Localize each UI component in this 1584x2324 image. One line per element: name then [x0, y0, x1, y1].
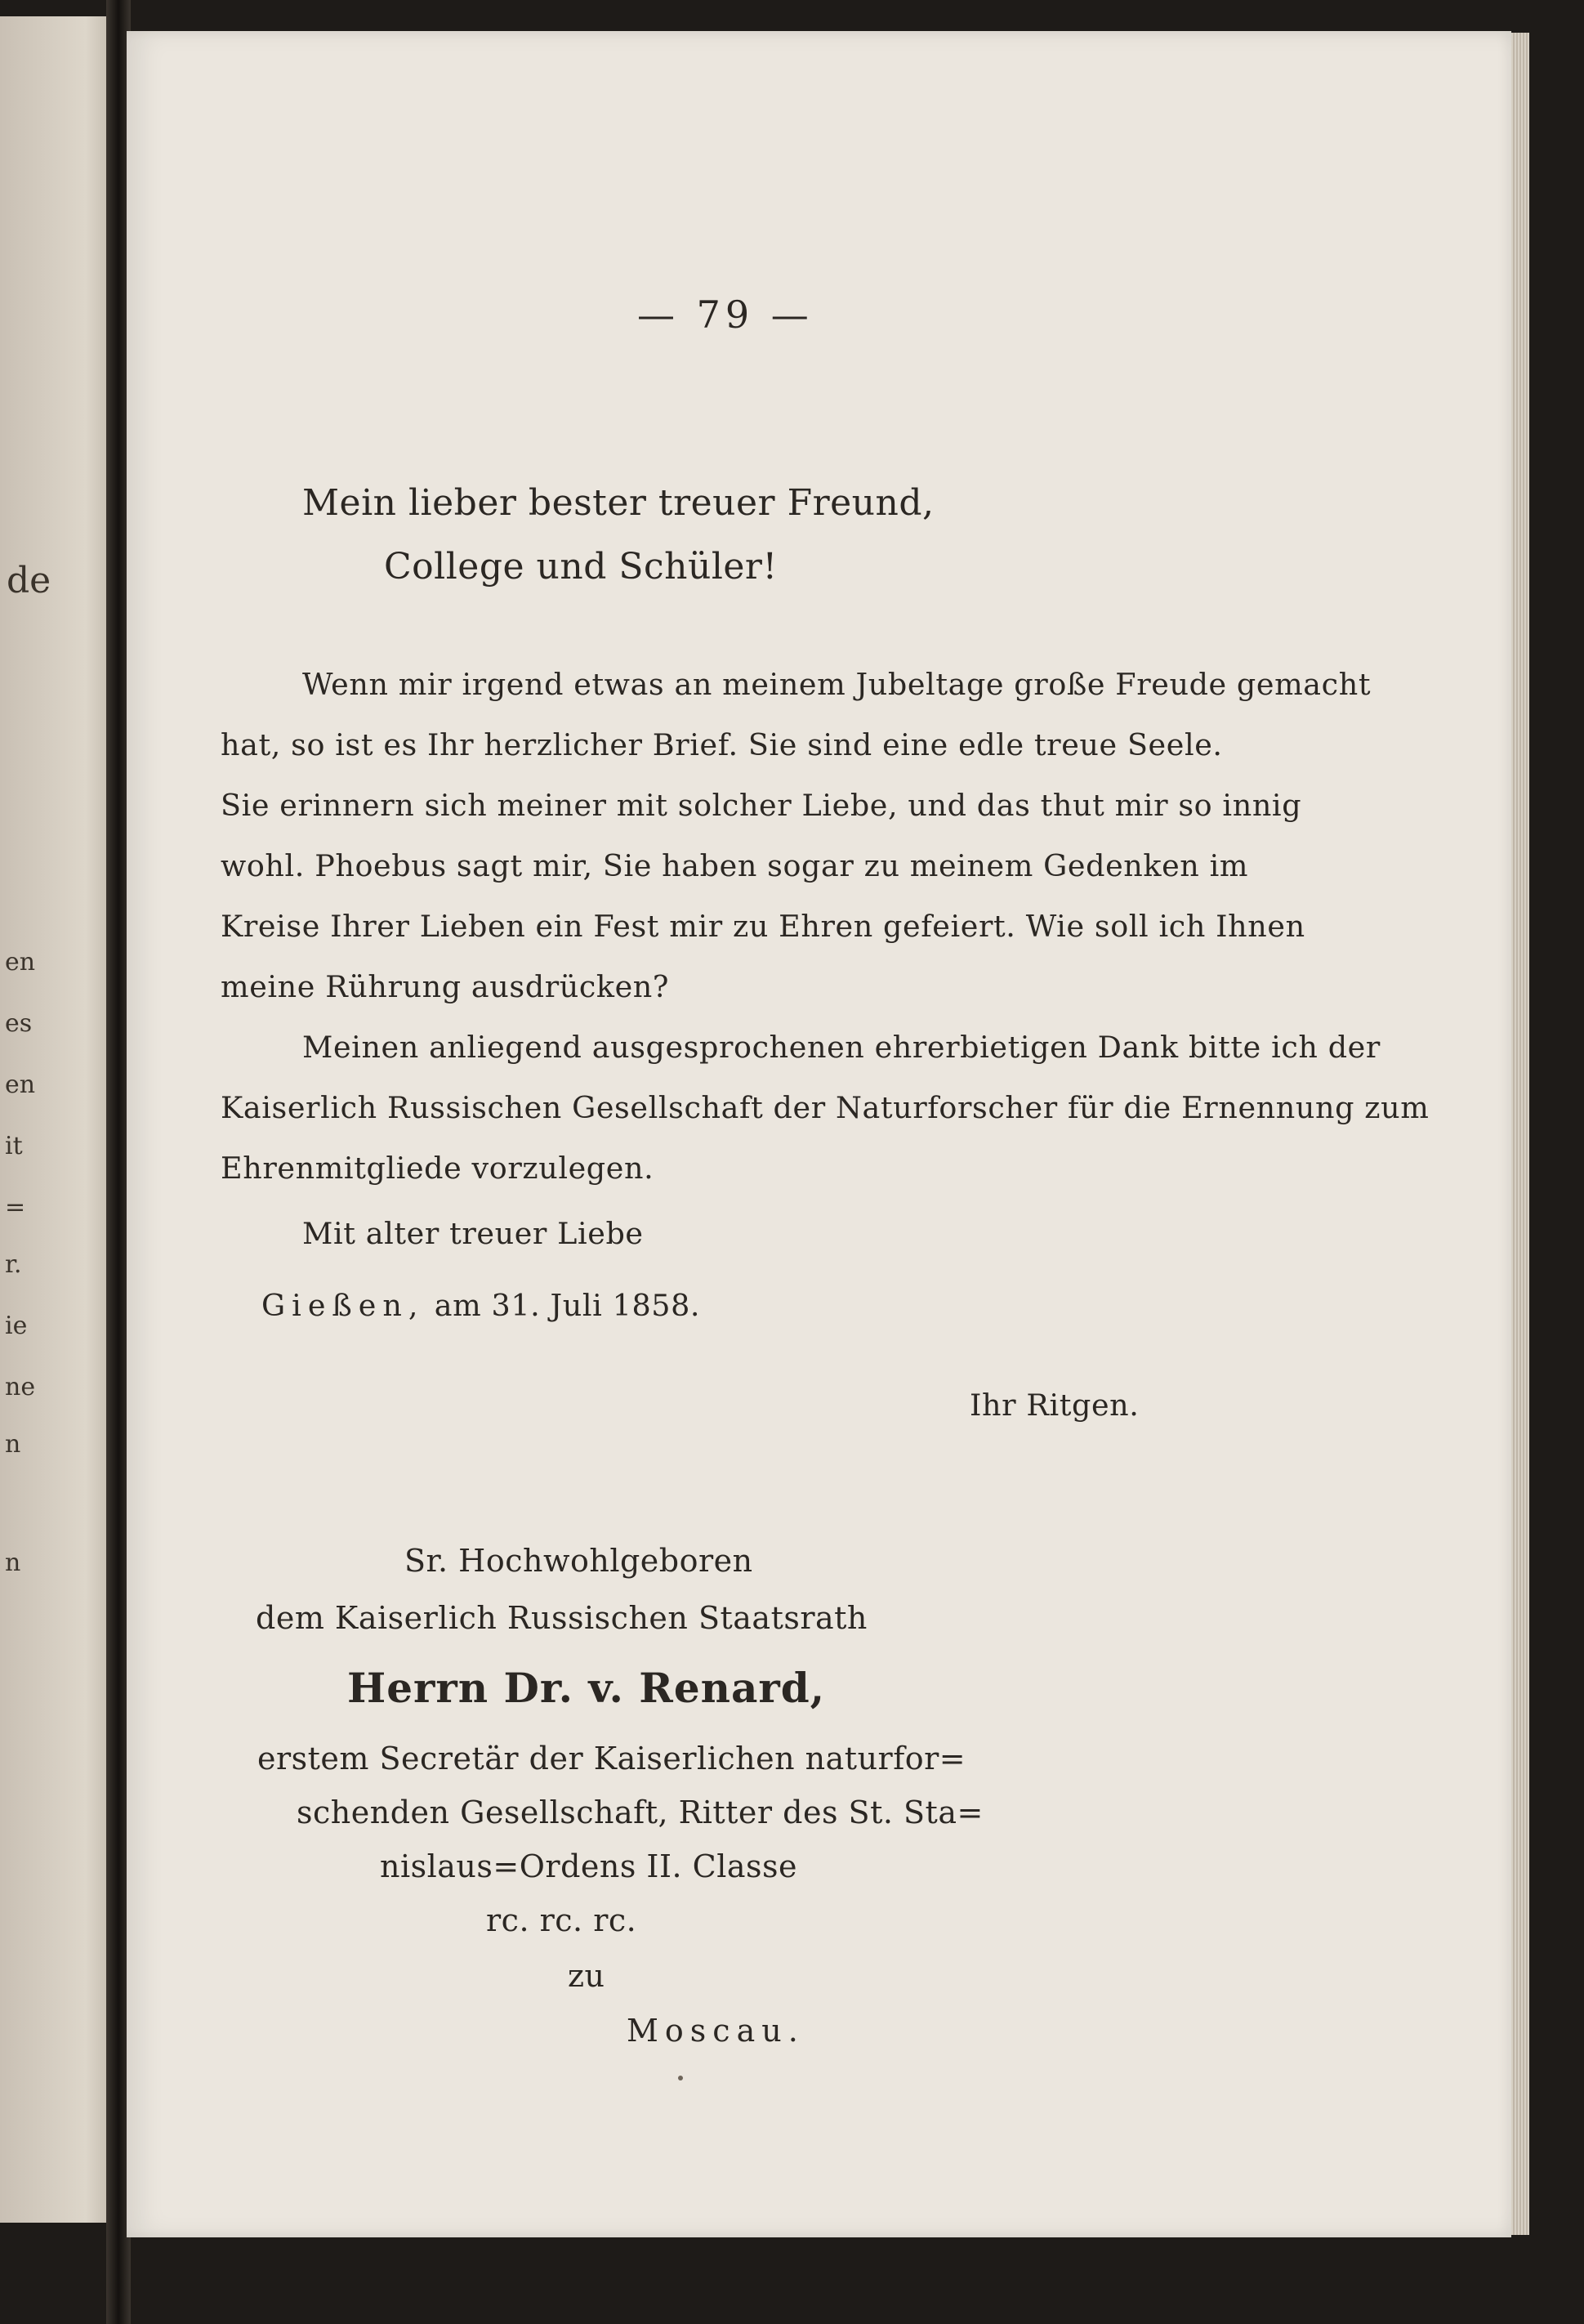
address-line: nislaus=Ordens II. Classe	[380, 1848, 797, 1884]
text-line: hat, so ist es Ihr herzlicher Brief. Sie sind eine edle treue Seele.	[221, 727, 1223, 762]
ink-speck	[678, 2076, 683, 2080]
signature: Ihr Ritgen.	[970, 1388, 1140, 1423]
text-line: Kaiserlich Russischen Gesellschaft der Naturforscher für die Ernennung zum	[221, 1090, 1430, 1125]
page-number: — 79 —	[637, 293, 814, 337]
left-page-fragment: ie	[5, 1312, 28, 1340]
text-line: wohl. Phoebus sagt mir, Sie haben sogar zu meinem Gedenken im	[221, 848, 1249, 883]
closing: Mit alter treuer Liebe	[302, 1216, 644, 1251]
left-page-fragment: it	[5, 1132, 23, 1160]
left-page-fragment: n	[5, 1430, 21, 1459]
address-line: zu	[568, 1958, 605, 1994]
place-date	[261, 1288, 700, 1323]
address-line: erstem Secretär der Kaiserlichen naturfor=	[257, 1741, 966, 1777]
address-line: schenden Gesellschaft, Ritter des St. Sta=	[297, 1794, 984, 1830]
page-edges	[1511, 33, 1529, 2235]
left-page-fragment: =	[5, 1193, 26, 1222]
addressee-name: Herrn Dr. v. Renard,	[347, 1664, 826, 1712]
text-line: Kreise Ihrer Lieben ein Fest mir zu Ehren gefeiert. Wie soll ich Ihnen	[221, 909, 1305, 944]
address-line: rc. rc. rc.	[486, 1902, 637, 1938]
left-page-fragment: n	[5, 1549, 21, 1577]
left-page-fragment: en	[5, 1070, 36, 1099]
text-line: Ehrenmitgliede vorzulegen.	[221, 1151, 654, 1186]
right-page	[127, 31, 1511, 2237]
left-page-fragment: es	[5, 1009, 33, 1038]
destination-city: Moscau.	[627, 2013, 805, 2049]
text-line: Meinen anliegend ausgesprochenen ehrerbietigen Dank bitte ich der	[302, 1030, 1381, 1065]
left-page-fragment: de	[7, 560, 51, 601]
address-line: Sr. Hochwohlgeboren	[404, 1543, 753, 1579]
date: am 31. Juli 1858.	[434, 1288, 701, 1323]
left-page-edge	[0, 16, 123, 2223]
left-page-fragment: en	[5, 948, 36, 977]
text-line: meine Rührung ausdrücken?	[221, 969, 670, 1004]
place: Gießen,	[261, 1288, 425, 1323]
text-line: Sie erinnern sich meiner mit solcher Liebe, und das thut mir so innig	[221, 788, 1302, 823]
left-page-fragment: ne	[5, 1373, 36, 1401]
salutation-line-1: Mein lieber bester treuer Freund,	[302, 482, 935, 524]
text-line: Wenn mir irgend etwas an meinem Jubeltage große Freude gemacht	[302, 667, 1372, 702]
salutation-line-2: College und Schüler!	[384, 546, 778, 588]
address-line: dem Kaiserlich Russischen Staatsrath	[256, 1600, 868, 1636]
left-page-fragment: r.	[5, 1250, 22, 1279]
